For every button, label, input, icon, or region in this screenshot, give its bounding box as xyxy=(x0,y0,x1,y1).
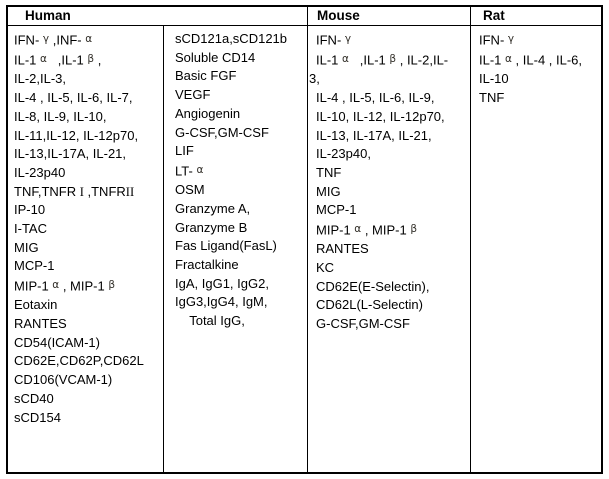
list-line: IFN- γ ,INF- α xyxy=(14,32,93,48)
list-line: IL-13, IL-17A, IL-21, xyxy=(316,127,432,143)
roman-numeral: II xyxy=(125,184,135,199)
list-line: IL-8, IL-9, IL-10, xyxy=(14,108,107,124)
cell-human-list-2 xyxy=(163,26,307,472)
list-line: 3, xyxy=(309,71,320,87)
list-line: TNF xyxy=(316,164,342,180)
list-line: VEGF xyxy=(175,87,211,103)
list-line: IP-10 xyxy=(14,202,46,218)
list-line: IL-4 , IL-5, IL-6, IL-7, xyxy=(14,90,133,106)
list-line: Eotaxin xyxy=(14,297,58,313)
list-line: CD54(ICAM-1) xyxy=(14,334,100,350)
list-line: Fractalkine xyxy=(175,256,239,272)
list-line: CD62E(E-Selectin), xyxy=(316,278,430,294)
list-line: MCP-1 xyxy=(316,202,357,218)
list-line: MIG xyxy=(14,239,39,255)
list-line: RANTES xyxy=(14,316,67,332)
list-line: sCD121a,sCD121b xyxy=(175,31,288,46)
list-line: Basic FGF xyxy=(175,68,237,84)
greek-letter: γ xyxy=(344,33,352,45)
list-line: CD62E,CD62P,CD62L xyxy=(14,353,144,369)
list-line: IL-1 α ,IL-1 β , IL-2,IL- xyxy=(316,52,449,68)
list-line: Granzyme A, xyxy=(175,200,251,216)
greek-letter: α xyxy=(52,279,60,292)
cell-human-list-1 xyxy=(8,26,163,472)
list-line: MCP-1 xyxy=(14,258,55,274)
list-line: Fas Ligand(FasL) xyxy=(175,238,277,254)
list-line: MIG xyxy=(316,183,341,199)
greek-letter: γ xyxy=(42,33,50,45)
list-line: IL-2,IL-3, xyxy=(14,71,67,87)
greek-letter: α xyxy=(40,53,47,66)
column-header-human: Human xyxy=(8,7,307,26)
greek-letter: γ xyxy=(507,33,515,45)
list-line: IL-23p40, xyxy=(316,146,371,162)
cytokine-species-table xyxy=(6,5,603,474)
greek-letter: α xyxy=(354,223,362,236)
list-line: MIP-1 α , MIP-1 β xyxy=(14,278,116,294)
list-line: Angiogenin xyxy=(175,105,241,121)
greek-letter: β xyxy=(108,279,116,292)
list-line: IL-23p40 xyxy=(14,164,66,180)
greek-letter: α xyxy=(342,53,349,66)
roman-numeral: I xyxy=(79,184,84,199)
list-line: I-TAC xyxy=(14,221,47,237)
list-line: IL-11,IL-12, IL-12p70, xyxy=(14,127,139,143)
list-line: G-CSF,GM-CSF xyxy=(316,316,410,332)
greek-letter: β xyxy=(87,53,95,66)
cell-mouse-list xyxy=(307,26,470,472)
list-line: KC xyxy=(316,259,335,275)
list-line: sCD154 xyxy=(14,409,61,425)
list-line: MIP-1 α , MIP-1 β xyxy=(316,222,418,238)
list-line: G-CSF,GM-CSF xyxy=(175,124,269,140)
list-line: OSM xyxy=(175,182,205,198)
list-line: CD106(VCAM-1) xyxy=(14,372,113,388)
cell-rat-list xyxy=(470,26,601,472)
list-line: IL-4 , IL-5, IL-6, IL-9, xyxy=(316,90,435,106)
list-line: Soluble CD14 xyxy=(175,49,256,65)
list-line: Granzyme B xyxy=(175,219,248,235)
list-line: IFN- γ xyxy=(316,32,352,48)
list-line: IL-1 α , IL-4 , IL-6, xyxy=(479,52,583,68)
list-line: TNF xyxy=(479,90,505,106)
list-line: LT- α xyxy=(175,163,204,179)
greek-letter: β xyxy=(410,223,418,236)
list-line: RANTES xyxy=(316,241,369,257)
list-line: IL-10, IL-12, IL-12p70, xyxy=(316,108,445,124)
list-line: IgG3,IgG4, IgM, xyxy=(175,294,268,310)
list-line: IL-1 α ,IL-1 β , xyxy=(14,52,102,68)
greek-letter: α xyxy=(196,163,204,176)
list-line: IFN- γ xyxy=(479,32,515,48)
list-line: Total IgG, xyxy=(175,313,245,329)
greek-letter: α xyxy=(85,33,93,45)
column-header-mouse: Mouse xyxy=(307,7,470,26)
list-line: IgA, IgG1, IgG2, xyxy=(175,275,269,291)
column-header-rat: Rat xyxy=(470,7,601,26)
greek-letter: α xyxy=(505,53,512,66)
list-line: LIF xyxy=(175,143,194,159)
list-line: CD62L(L-Selectin) xyxy=(316,297,423,313)
list-line: IL-13,IL-17A, IL-21, xyxy=(14,146,127,162)
list-line: TNF,TNFR I ,TNFRII xyxy=(14,183,135,199)
list-line: IL-10 xyxy=(479,71,509,87)
greek-letter: β xyxy=(389,53,397,66)
list-line: sCD40 xyxy=(14,390,54,406)
